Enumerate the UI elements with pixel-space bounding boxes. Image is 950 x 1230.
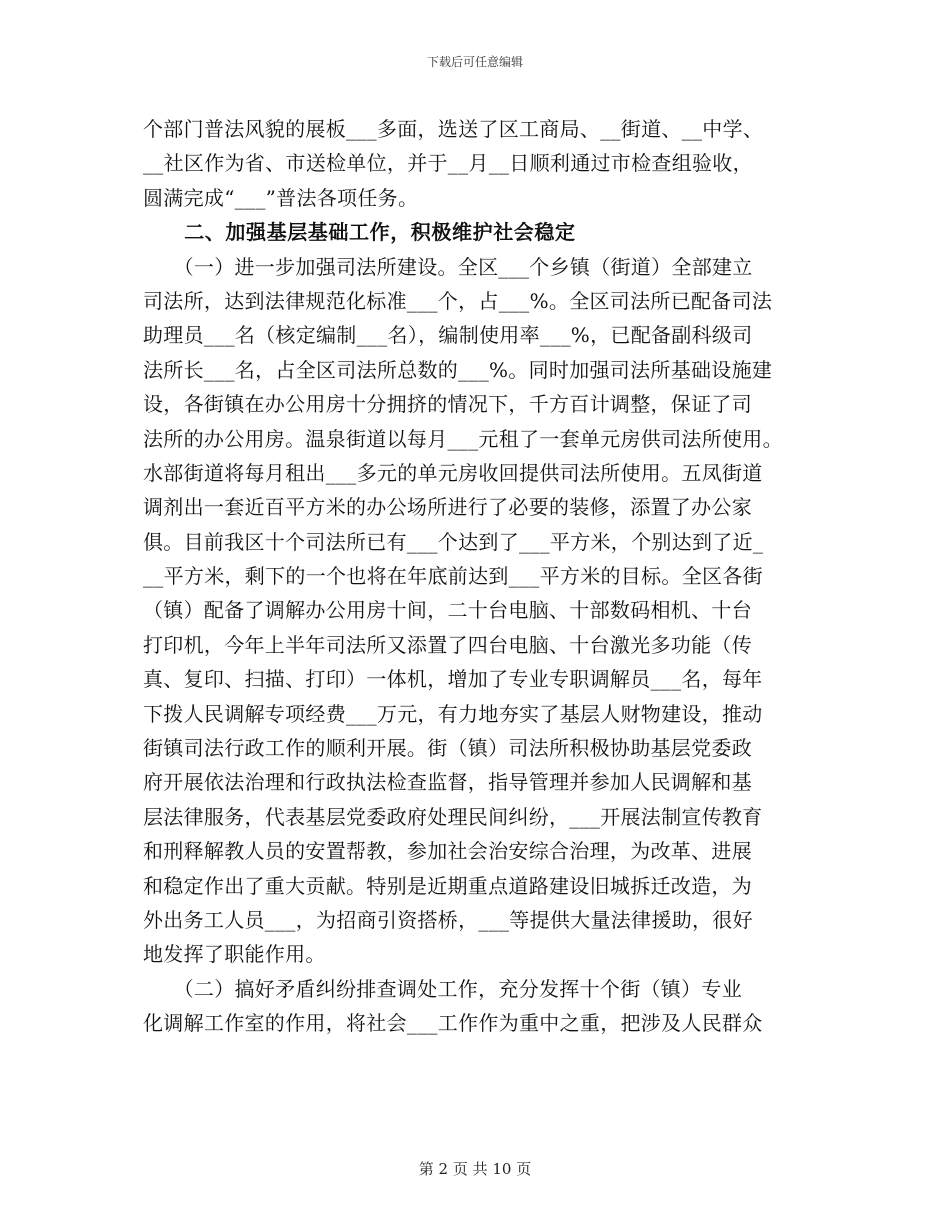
text-line: （二）搞好矛盾纠纷排查调处工作，充分发挥十个街（镇）专业 bbox=[143, 976, 742, 1001]
text-line: 层法律服务，代表基层党委政府处理民间纠纷，___开展法制宣传教育 bbox=[143, 804, 763, 829]
text-line: 打印机，今年上半年司法所又添置了四台电脑、十台激光多功能（传 bbox=[143, 632, 752, 657]
text-line: 下拨人民调解专项经费___万元，有力地夯实了基层人财物建设，推动 bbox=[143, 701, 763, 726]
text-line: __社区作为省、市送检单位，并于__月__日顺利通过市检查组验收， bbox=[143, 151, 753, 176]
text-line: 和刑释解教人员的安置帮教，参加社会治安综合治理，为改革、进展 bbox=[143, 839, 752, 864]
text-line: 个部门普法风貌的展板___多面，选送了区工商局、__街道、__中学、 bbox=[143, 117, 764, 141]
text-line: 外出务工人员___，为招商引资搭桥，___等提供大量法律援助，很好 bbox=[143, 907, 753, 932]
text-line: 法所长___名，占全区司法所总数的___%。同时加强司法所基础设施建 bbox=[143, 357, 773, 382]
section-heading: 二、加强基层基础工作，积极维护社会稳定 bbox=[143, 220, 576, 245]
text-line: 俱。目前我区十个司法所已有___个达到了___平方米，个别达到了近_ bbox=[143, 529, 764, 554]
text-line: 水部街道将每月租出___多元的单元房收回提供司法所使用。五凤街道 bbox=[143, 460, 763, 485]
text-line: 化调解工作室的作用，将社会___工作作为重中之重，把涉及人民群众 bbox=[143, 1011, 763, 1036]
text-line: 法所的办公用房。温泉街道以每月___元租了一套单元房供司法所使用。 bbox=[143, 426, 783, 451]
text-line: （镇）配备了调解办公用房十间，二十台电脑、十部数码相机、十台 bbox=[143, 598, 752, 623]
document-body bbox=[143, 112, 813, 1041]
text-line: 助理员___名（核定编制___名），编制使用率___%，已配备副科级司 bbox=[143, 323, 753, 348]
text-line: 真、复印、扫描、打印）一体机，增加了专业专职调解员___名，每年 bbox=[143, 667, 763, 692]
page-number: 第 2 页 共 10 页 bbox=[418, 1160, 532, 1178]
text-line: 地发挥了职能作用。 bbox=[143, 942, 326, 967]
text-line: 司法所，达到法律规范化标准___个，占___%。全区司法所已配备司法 bbox=[143, 288, 773, 313]
text-line: 圆满完成“___”普法各项任务。 bbox=[143, 185, 419, 210]
text-line: 和稳定作出了重大贡献。特别是近期重点道路建设旧城拆迁改造，为 bbox=[143, 873, 752, 898]
text-line: 设，各街镇在办公用房十分拥挤的情况下，千方百计调整，保证了司 bbox=[143, 392, 752, 417]
text-line: 调剂出一套近百平方米的办公场所进行了必要的装修，添置了办公家 bbox=[143, 495, 752, 520]
text-line: （一）进一步加强司法所建设。全区___个乡镇（街道）全部建立 bbox=[143, 254, 753, 279]
text-line: 街镇司法行政工作的顺利开展。街（镇）司法所积极协助基层党委政 bbox=[143, 736, 752, 761]
text-line: 府开展依法治理和行政执法检查监督，指导管理并参加人民调解和基 bbox=[143, 770, 752, 795]
text-line: __平方米，剩下的一个也将在年底前达到___平方米的目标。全区各街 bbox=[143, 564, 763, 589]
header-note: 下载后可任意编辑 bbox=[426, 55, 523, 69]
